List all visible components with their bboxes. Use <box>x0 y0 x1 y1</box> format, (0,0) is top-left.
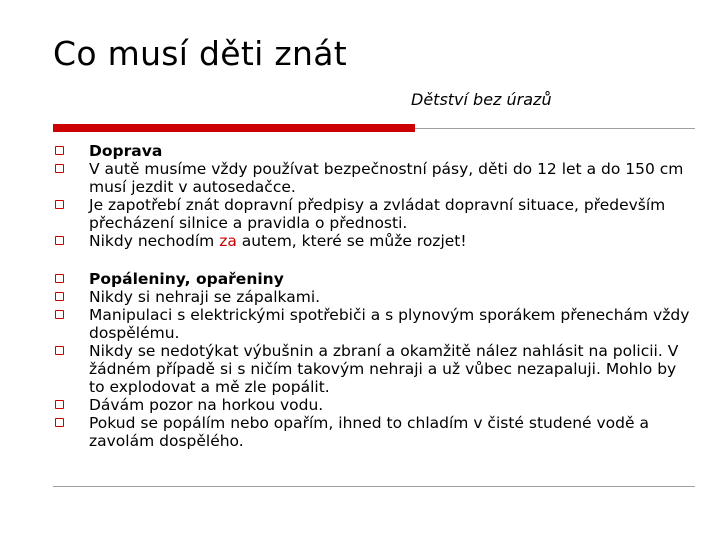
list-item <box>52 160 692 196</box>
square-bullet-icon <box>55 274 64 283</box>
square-bullet-icon <box>55 164 64 173</box>
divider-rule <box>415 128 695 129</box>
bottom-rule <box>53 486 695 487</box>
square-bullet-icon <box>55 236 64 245</box>
item-text: Je zapotřebí znát dopravní předpisy a zvládat dopravní situace, především přecházení silnice a pravidla o přednosti. <box>89 196 666 232</box>
square-bullet-icon <box>55 310 64 319</box>
square-bullet-icon <box>55 292 64 301</box>
list-item <box>52 414 692 450</box>
item-text: Manipulaci s elektrickými spotřebiči a s plynovým sporákem přenechám vždy dospělému. <box>89 306 690 342</box>
list-item <box>52 396 692 414</box>
heading-text: Doprava <box>89 142 163 160</box>
list-item <box>52 232 692 250</box>
square-bullet-icon <box>55 418 64 427</box>
square-bullet-icon <box>55 146 64 155</box>
list-item <box>52 342 692 396</box>
square-bullet-icon <box>55 346 64 355</box>
list-item <box>52 196 692 232</box>
square-bullet-icon <box>55 200 64 209</box>
item-text: V autě musíme vždy používat bezpečnostní pásy, děti do 12 let a do 150 cm musí jezdit v autosedačce. <box>89 160 684 196</box>
item-text-start: Nikdy nechodím <box>89 232 220 250</box>
item-text: Dávám pozor na horkou vodu. <box>89 396 324 414</box>
square-bullet-icon <box>55 400 64 409</box>
list-item <box>52 306 692 342</box>
item-text: Pokud se popálím nebo opařím, ihned to chladím v čisté studené vodě a zavolám dospělého. <box>89 414 649 450</box>
accent-rule <box>53 124 415 132</box>
section-heading-doprava <box>52 142 692 160</box>
item-text: Nikdy si nehraji se zápalkami. <box>89 288 321 306</box>
heading-text: Popáleniny, opařeniny <box>89 270 284 288</box>
bullet-list <box>52 142 692 450</box>
slide-subtitle: Dětství bez úrazů <box>411 90 552 109</box>
list-item <box>52 288 692 306</box>
item-text: Nikdy se nedotýkat výbušnin a zbraní a okamžitě nález nahlásit na policii. V žádném případě si s ničím takovým nehraji a už vůbec nezapaluji. Mohlo by to explodovat a mě zle popálit. <box>89 342 679 396</box>
highlighted-word: za <box>219 232 237 250</box>
slide-title: Co musí děti znát <box>53 34 347 73</box>
section-heading-popaleniny <box>52 270 692 288</box>
item-text-end: autem, které se může rozjet! <box>236 232 467 250</box>
